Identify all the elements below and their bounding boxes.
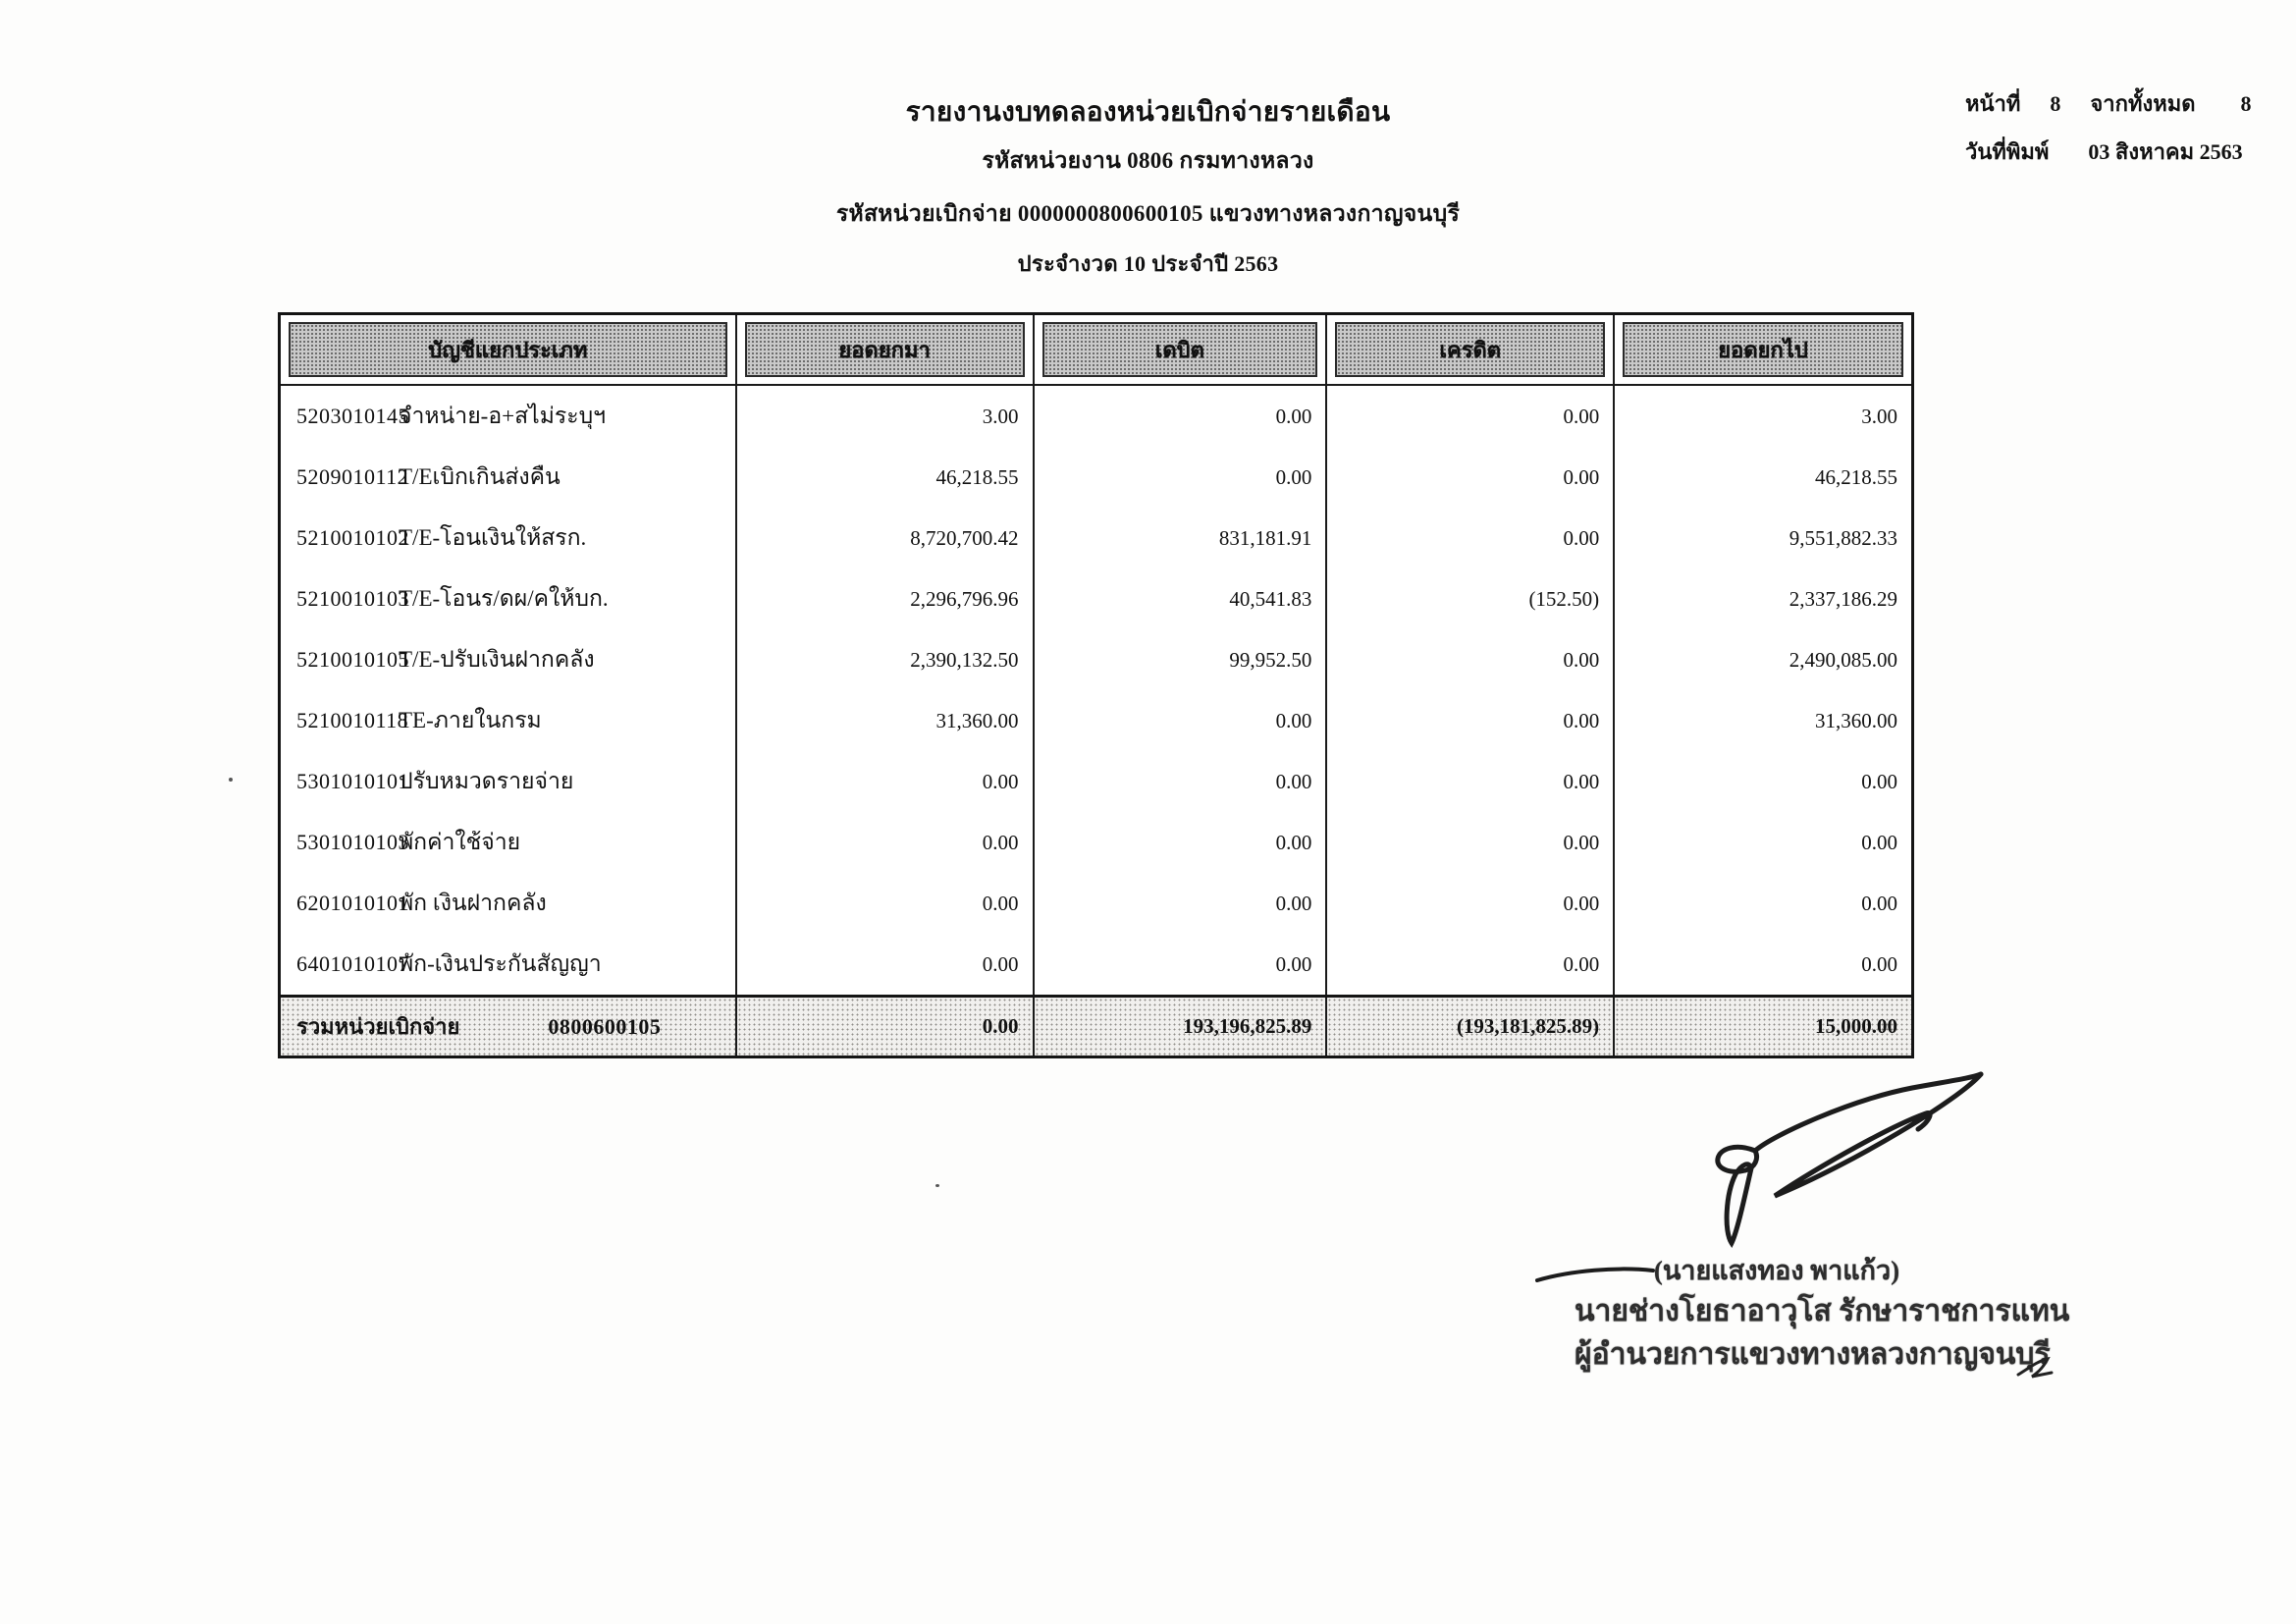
- table-row: [281, 629, 1911, 690]
- header-ending-balance: ยอดยกไป: [1623, 322, 1903, 377]
- trial-balance-table: [278, 312, 1914, 1058]
- ending-balance-value: 0.00: [1861, 830, 1897, 854]
- table-header-row: [281, 315, 1911, 386]
- table-row: [281, 568, 1911, 629]
- debit-value: 0.00: [1035, 386, 1328, 447]
- table-row: [281, 812, 1911, 873]
- ending-balance-value: 31,360.00: [1815, 708, 1897, 732]
- handwritten-initial-mark: [2014, 1355, 2056, 1380]
- beginning-balance-value: 0.00: [737, 873, 1035, 934]
- table-row: [281, 751, 1911, 812]
- debit-value: 0.00: [1035, 690, 1328, 751]
- account-name: T/Eเบิกเกินส่งคืน: [399, 464, 561, 489]
- table-row: [281, 934, 1911, 995]
- credit-value: 0.00: [1327, 751, 1615, 812]
- ending-balance-value: 0.00: [1861, 769, 1897, 793]
- header-debit: เดบิต: [1042, 322, 1318, 377]
- account-code: 5210010103: [296, 586, 409, 611]
- print-date-value: 03 สิงหาคม 2563: [2088, 139, 2243, 164]
- page-number-line: [1965, 86, 2252, 121]
- debit-value: 0.00: [1035, 751, 1328, 812]
- account-code: 6201010101: [296, 891, 409, 915]
- total-debit: 193,196,825.89: [1035, 998, 1328, 1056]
- print-date-label: วันที่พิมพ์: [1965, 139, 2050, 164]
- account-code: 5210010102: [296, 525, 409, 550]
- disbursement-unit-line: รหัสหน่วยเบิกจ่าย 0000000800600105 แขวงทางหลวงกาญจนบุรี: [835, 201, 1461, 226]
- page-info-block: [1965, 86, 2252, 183]
- debit-value: 40,541.83: [1035, 568, 1328, 629]
- account-code: 5209010112: [296, 464, 409, 489]
- table-total-row: [281, 995, 1911, 1056]
- account-name: พัก-เงินประกันสัญญา: [399, 951, 602, 976]
- header-credit: เครดิต: [1335, 322, 1605, 377]
- account-code: 5203010145: [296, 404, 409, 428]
- beginning-balance-value: 3.00: [737, 386, 1035, 447]
- ending-balance-value: 2,490,085.00: [1789, 647, 1897, 672]
- scan-speck: [935, 1184, 939, 1187]
- debit-value: 0.00: [1035, 934, 1328, 995]
- report-title: รายงานงบทดลองหน่วยเบิกจ่ายรายเดือน: [905, 97, 1391, 128]
- ending-balance-value: 9,551,882.33: [1789, 525, 1897, 550]
- beginning-balance-value: 0.00: [737, 934, 1035, 995]
- print-date-line: [1965, 135, 2252, 169]
- scan-speck: [229, 778, 233, 782]
- debit-value: 831,181.91: [1035, 508, 1328, 568]
- table-body: [281, 386, 1911, 995]
- page-label: หน้าที่: [1965, 91, 2021, 116]
- account-name: พักค่าใช้จ่าย: [399, 830, 521, 854]
- credit-value: 0.00: [1327, 508, 1615, 568]
- signer-position-line1: นายช่างโยธาอาวุโส รักษาราชการแทน: [1575, 1295, 2070, 1327]
- account-name: พัก เงินฝากคลัง: [399, 891, 547, 915]
- beginning-balance-value: 46,218.55: [737, 447, 1035, 508]
- credit-value: 0.00: [1327, 447, 1615, 508]
- table-row: [281, 873, 1911, 934]
- credit-value: (152.50): [1327, 568, 1615, 629]
- account-name: T/E-โอนเงินให้สรก.: [399, 525, 587, 550]
- total-pages-label: จากทั้งหมด: [2090, 91, 2196, 116]
- total-unit-code: 0800600105: [548, 1013, 662, 1039]
- total-pages: 8: [2240, 91, 2252, 116]
- agency-code-line: รหัสหน่วยงาน 0806 กรมทางหลวง: [982, 148, 1314, 173]
- account-name: จำหน่าย-อ+สไม่ระบุฯ: [399, 404, 607, 428]
- beginning-balance-value: 8,720,700.42: [737, 508, 1035, 568]
- beginning-balance-value: 2,390,132.50: [737, 629, 1035, 690]
- ending-balance-value: 46,218.55: [1815, 464, 1897, 489]
- debit-value: 0.00: [1035, 812, 1328, 873]
- credit-value: 0.00: [1327, 629, 1615, 690]
- credit-value: 0.00: [1327, 386, 1615, 447]
- account-name: TE-ภายในกรม: [399, 708, 542, 732]
- beginning-balance-value: 0.00: [737, 812, 1035, 873]
- account-name: ปรับหมวดรายจ่าย: [399, 769, 574, 793]
- account-code: 5210010118: [296, 708, 409, 732]
- credit-value: 0.00: [1327, 934, 1615, 995]
- beginning-balance-value: 0.00: [737, 751, 1035, 812]
- table-row: [281, 386, 1911, 447]
- debit-value: 0.00: [1035, 873, 1328, 934]
- account-code: 5301010103: [296, 830, 409, 854]
- credit-value: 0.00: [1327, 873, 1615, 934]
- credit-value: 0.00: [1327, 812, 1615, 873]
- total-label: รวมหน่วยเบิกจ่าย: [296, 1014, 460, 1039]
- account-code: 6401010107: [296, 951, 409, 976]
- debit-value: 99,952.50: [1035, 629, 1328, 690]
- signer-position-line2: ผู้อำนวยการแขวงทางหลวงกาญจนบุรี: [1575, 1338, 2051, 1371]
- total-beginning-balance: 0.00: [737, 998, 1035, 1056]
- beginning-balance-value: 31,360.00: [737, 690, 1035, 751]
- header-beginning-balance: ยอดยกมา: [745, 322, 1025, 377]
- beginning-balance-value: 2,296,796.96: [737, 568, 1035, 629]
- period-line: ประจำงวด 10 ประจำปี 2563: [1017, 251, 1279, 276]
- account-code: 5210010105: [296, 647, 409, 672]
- table-row: [281, 690, 1911, 751]
- account-name: T/E-โอนร/ดผ/คให้บก.: [399, 586, 609, 611]
- signer-name: (นายแสงทอง พาแก้ว): [1653, 1256, 1900, 1285]
- ending-balance-value: 0.00: [1861, 951, 1897, 976]
- debit-value: 0.00: [1035, 447, 1328, 508]
- ending-balance-value: 3.00: [1861, 404, 1897, 428]
- account-name: T/E-ปรับเงินฝากคลัง: [399, 647, 595, 672]
- credit-value: 0.00: [1327, 690, 1615, 751]
- ending-balance-value: 2,337,186.29: [1789, 586, 1897, 611]
- header-account: บัญชีแยกประเภท: [289, 322, 727, 377]
- total-credit: (193,181,825.89): [1327, 998, 1615, 1056]
- total-ending-balance: 15,000.00: [1615, 998, 1911, 1056]
- account-code: 5301010101: [296, 769, 409, 793]
- page-number: 8: [2050, 91, 2061, 116]
- table-row: [281, 508, 1911, 568]
- table-row: [281, 447, 1911, 508]
- ending-balance-value: 0.00: [1861, 891, 1897, 915]
